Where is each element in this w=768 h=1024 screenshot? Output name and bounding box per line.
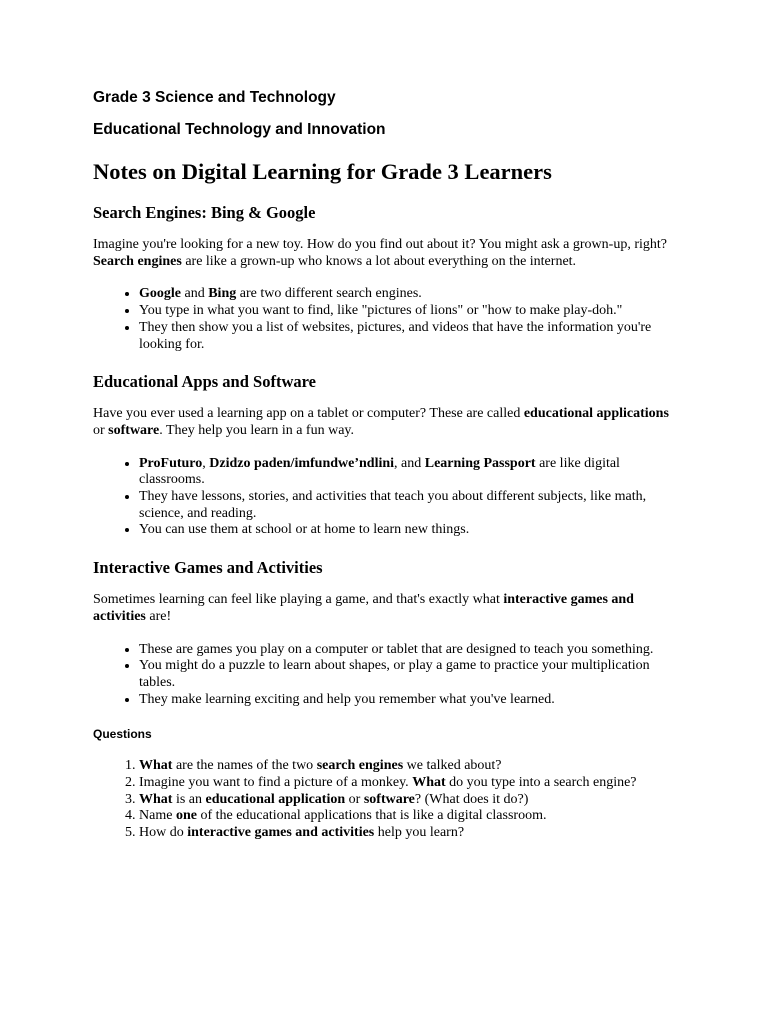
bold-text: software xyxy=(108,422,160,438)
bold-text: software xyxy=(363,791,415,807)
question-item xyxy=(139,825,683,842)
text-run: , and xyxy=(394,455,425,471)
bold-text: interactive games and activities xyxy=(187,825,375,841)
bold-text: Dzidzo paden/imfundwe’ndlini xyxy=(209,455,395,471)
text-run: , xyxy=(202,455,210,471)
text-run: You can use them at school or at home to learn new things. xyxy=(139,522,470,538)
bold-text: Learning Passport xyxy=(424,455,536,471)
section-intro xyxy=(93,237,683,270)
section-heading: Search Engines: Bing & Google xyxy=(93,203,316,222)
list-item xyxy=(139,642,683,659)
text-run: You might do a puzzle to learn about shapes, or play a game to practice your multiplication tables. xyxy=(139,658,650,690)
list-item xyxy=(139,658,683,691)
bullet-list xyxy=(93,642,683,709)
bold-text: educational applications xyxy=(523,406,669,422)
bold-text: ProFuturo xyxy=(139,455,203,471)
text-run: ? (What does it do?) xyxy=(414,791,529,807)
text-run: are two different search engines. xyxy=(236,286,422,302)
bullet-list xyxy=(93,286,683,353)
questions-list xyxy=(93,758,683,842)
question-item xyxy=(139,792,683,809)
text-run: of the educational applications that is like a digital classroom. xyxy=(196,808,547,824)
list-item xyxy=(139,692,683,709)
text-run: are! xyxy=(145,608,172,624)
bold-text: search engines xyxy=(316,758,404,774)
bold-text: educational application xyxy=(205,791,346,807)
bold-text: Bing xyxy=(208,286,237,302)
bold-text: interactive games and activities xyxy=(93,592,634,624)
text-run: Have you ever used a learning app on a tablet or computer? These are called xyxy=(93,406,524,422)
text-run: These are games you play on a computer or tablet that are designed to teach you something. xyxy=(139,641,654,657)
text-run: we talked about? xyxy=(403,758,502,774)
questions-heading: Questions xyxy=(93,727,152,742)
text-run: Sometimes learning can feel like playing a game, and that's exactly what xyxy=(93,592,504,608)
section-intro xyxy=(93,592,683,625)
list-item xyxy=(139,320,683,353)
list-item xyxy=(139,456,683,489)
bold-text: What xyxy=(412,775,446,791)
bold-text: one xyxy=(175,808,197,824)
bullet-list xyxy=(93,456,683,540)
list-item xyxy=(139,303,683,320)
text-run: or xyxy=(93,422,109,438)
list-item xyxy=(139,286,683,303)
bold-text: Google xyxy=(139,286,181,302)
bold-text: Search engines xyxy=(93,253,182,269)
section-heading: Educational Apps and Software xyxy=(93,372,316,392)
text-run: They then show you a list of websites, pictures, and videos that have the information you're looking for. xyxy=(139,319,652,352)
text-run: How do xyxy=(139,825,188,841)
text-run: help you learn? xyxy=(374,825,465,841)
text-run: or xyxy=(345,791,364,807)
text-run: and xyxy=(181,286,209,302)
page-title: Notes on Digital Learning for Grade 3 Learners xyxy=(93,159,552,184)
text-run: are like a grown-up who knows a lot about everything on the internet. xyxy=(181,253,577,269)
text-run: You type in what you want to find, like "pictures of lions" or "how to make play-doh." xyxy=(139,303,623,319)
text-run: do you type into a search engine? xyxy=(445,775,637,791)
text-run: They make learning exciting and help you remember what you've learned. xyxy=(139,691,555,707)
text-run: are like digital classrooms. xyxy=(139,455,620,488)
document-page xyxy=(93,88,683,842)
strand-line: Educational Technology and Innovation xyxy=(93,121,386,138)
text-run: Imagine you're looking for a new toy. How do you find out about it? You might ask a grown-up, right? xyxy=(93,237,667,252)
list-item xyxy=(139,522,683,539)
question-item xyxy=(139,775,683,792)
text-run: Imagine you want to find a picture of a monkey. xyxy=(139,775,413,791)
question-item xyxy=(139,808,683,825)
text-run: They have lessons, stories, and activities that teach you about different subjects, like math, science, and reading. xyxy=(139,489,647,521)
list-item xyxy=(139,489,683,522)
section-intro xyxy=(93,406,683,439)
section-heading: Interactive Games and Activities xyxy=(93,558,323,578)
text-run: is an xyxy=(172,791,206,807)
question-item xyxy=(139,758,683,775)
text-run: Name xyxy=(139,808,176,824)
sections-container xyxy=(93,202,683,708)
text-run: . They help you learn in a fun way. xyxy=(159,422,355,438)
bold-text: What xyxy=(139,791,173,807)
bold-text: What xyxy=(139,758,173,774)
grade-subject-line: Grade 3 Science and Technology xyxy=(93,89,336,106)
text-run: are the names of the two xyxy=(172,758,317,774)
